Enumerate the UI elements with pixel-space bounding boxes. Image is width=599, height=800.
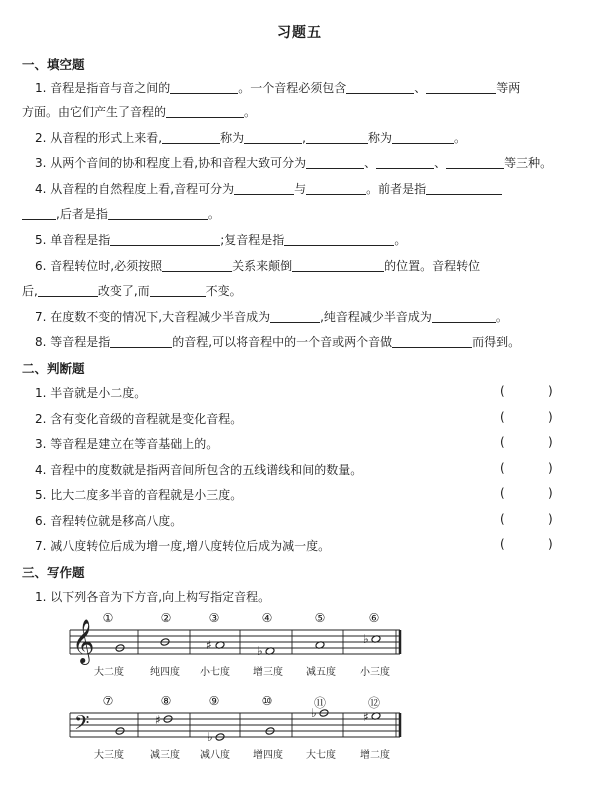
interval-label: 增三度 [253, 667, 283, 678]
judge-item-3: 3. 等音程是建立在等音基础上的。 [35, 437, 219, 451]
sharp-icon: ♯ [206, 638, 212, 652]
interval-label: 纯四度 [150, 667, 180, 678]
judge-item-7: 7. 减八度转位后成为增一度,增八度转位后成为减一度。 [35, 539, 331, 553]
judge-item-6: 6. 音程转位就是移高八度。 [35, 514, 183, 528]
sharp-icon: ♯ [155, 713, 161, 727]
judge-item-2: 2. 含有变化音级的音程就是变化音程。 [35, 412, 243, 426]
bass-staff [70, 713, 400, 737]
interval-label: 减三度 [150, 750, 180, 761]
judge-item-1: 1. 半音就是小二度。 [35, 386, 147, 400]
judge-item-4: 4. 音程中的度数就是指两音间所包含的五线谱线和间的数量。 [35, 463, 363, 477]
exercise-number: ③ [208, 611, 220, 625]
flat-icon: ♭ [257, 644, 263, 658]
interval-label: 减八度 [200, 750, 230, 761]
interval-label: 增四度 [253, 750, 283, 761]
exercise-number: ⑥ [368, 611, 380, 625]
flat-icon: ♭ [311, 706, 317, 720]
treble-notes [115, 635, 381, 656]
page-title: 习题五 [277, 25, 322, 41]
interval-label: 小三度 [360, 667, 390, 678]
question-7: 7. 在度数不变的情况下,大音程减少半音成为 ,纯音程减少半音成为 。 [35, 310, 508, 324]
exercise-number: ④ [261, 611, 273, 625]
interval-label: 大三度 [94, 750, 124, 761]
exercise-number: ② [160, 611, 172, 625]
question-5: 5. 单音程是指 ;复音程是指 。 [35, 233, 407, 247]
exercise-number: ① [102, 611, 114, 625]
question-4-cont: ,后者是指 。 [22, 205, 220, 222]
question-8: 8. 等音程是指 的音程,可以将音程中的一个音或两个音做 而得到。 [35, 335, 521, 349]
treble-staff [70, 630, 400, 654]
question-4: 4. 从音程的自然程度上看,音程可分为 与 。前者是指 [35, 180, 502, 197]
treble-clef-icon: 𝄞 [72, 619, 95, 663]
question-1: 1. 音程是指音与音之间的 。一个音程必须包含 、 等两 [35, 81, 521, 95]
section-heading-fill-blank: 一、填空题 [22, 57, 85, 72]
interval-label: 减五度 [306, 667, 336, 678]
question-6: 6. 音程转位时,必须按照 关系来颠倒 的位置。音程转位 [35, 259, 481, 273]
sharp-icon: ♯ [363, 710, 369, 724]
section-heading-true-false: 二、判断题 [22, 361, 85, 376]
flat-icon: ♭ [363, 632, 369, 646]
interval-label: 小七度 [200, 667, 230, 678]
exercise-number: ⑦ [102, 694, 114, 708]
exercise-number: ⑤ [314, 611, 326, 625]
flat-icon: ♭ [207, 730, 213, 744]
question-2: 2. 从音程的形式上来看, 称为 , 称为 。 [35, 131, 466, 145]
section-heading-writing: 三、写作题 [22, 565, 85, 580]
exercise-number: ⑪ [313, 696, 326, 710]
exercise-number: ⑫ [367, 696, 380, 710]
question-3: 3. 从两个音间的协和程度上看,协和音程大致可分为 、 、 等三种。 [35, 156, 553, 170]
exercise-number: ⑩ [261, 694, 273, 708]
judge-item-5: 5. 比大二度多半音的音程就是小三度。 [35, 488, 243, 502]
interval-label: 增二度 [360, 750, 390, 761]
bass-clef-icon: 𝄢 [74, 711, 90, 739]
interval-label: 大二度 [94, 667, 124, 678]
exercise-number: ⑧ [160, 694, 172, 708]
exercise-number: ⑨ [208, 694, 220, 708]
question-1-cont: 方面。由它们产生了音程的 。 [22, 105, 257, 119]
interval-label: 大七度 [306, 750, 336, 761]
question-6-cont: 后, 改变了,而 不变。 [22, 284, 242, 298]
writing-question-1: 1. 以下列各音为下方音,向上构写指定音程。 [35, 590, 271, 604]
